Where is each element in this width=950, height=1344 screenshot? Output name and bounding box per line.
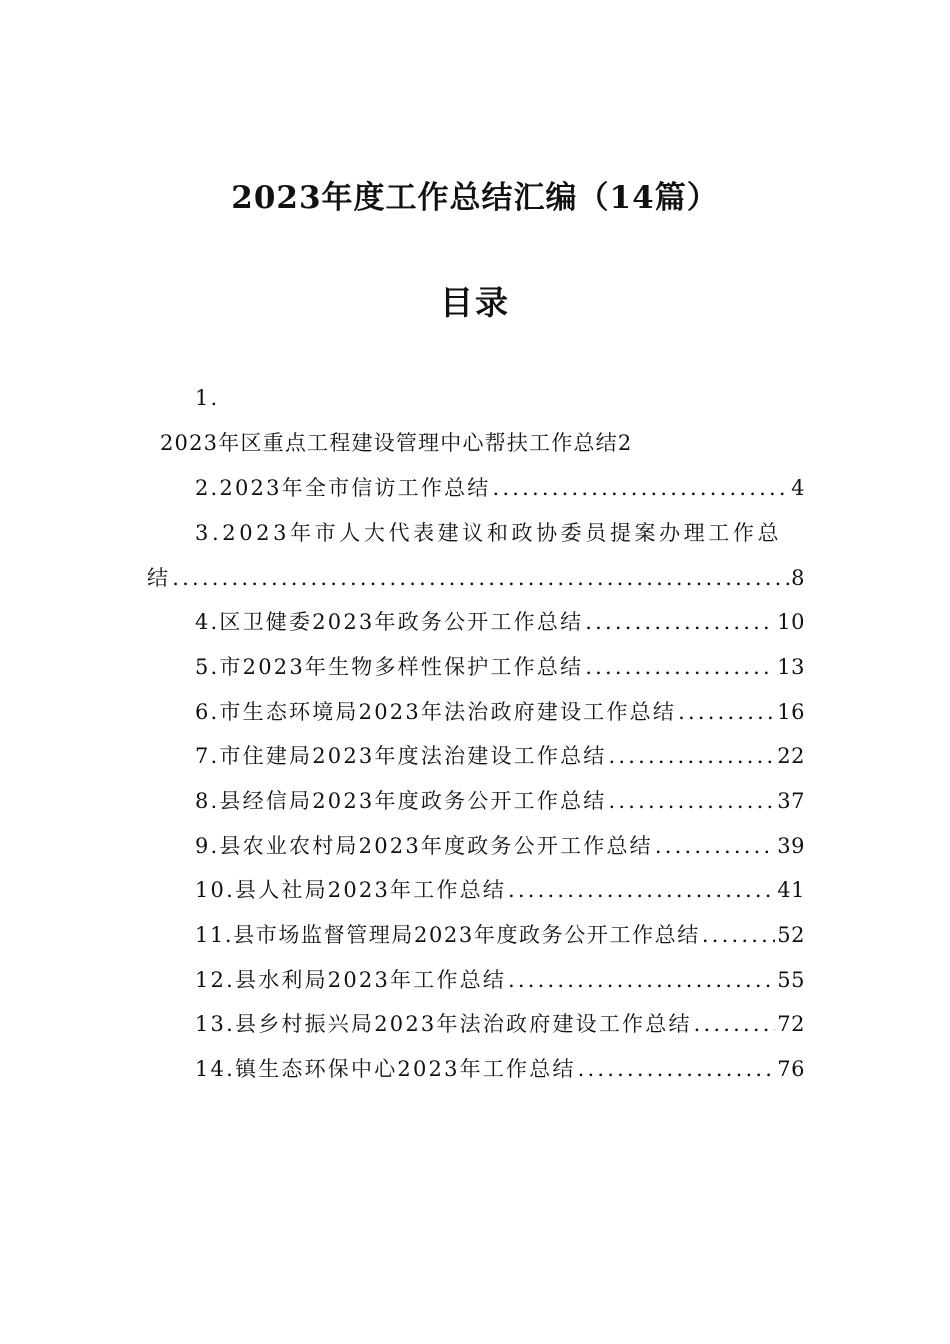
toc-item-label: 5.市2023年生物多样性保护工作总结: [195, 655, 584, 679]
toc-leader-dots: [508, 965, 775, 995]
toc-page-number: 4: [791, 476, 805, 500]
toc-leader-dots: [508, 875, 775, 905]
toc-page-number: 13: [777, 655, 805, 679]
toc-item-11[interactable]: [195, 920, 805, 950]
toc-item-14[interactable]: [195, 1054, 805, 1084]
toc-page-number: 55: [777, 968, 805, 992]
toc-leader-dots: [172, 563, 789, 593]
toc-item-label: 4.区卫健委2023年政务公开工作总结: [195, 610, 584, 634]
toc-item-7[interactable]: [195, 741, 805, 771]
toc-item-label: 6.市生态环境局2023年法治政府建设工作总结: [195, 700, 677, 724]
toc-item-label: 7.市住建局2023年度法治建设工作总结: [195, 744, 607, 768]
toc-page-number: 76: [777, 1057, 805, 1081]
toc-item-1-text[interactable]: 2023年区重点工程建设管理中心帮扶工作总结2: [160, 431, 633, 455]
toc-page-number: 52: [777, 923, 805, 947]
toc-item-label: 结: [147, 566, 171, 590]
toc-leader-dots: [585, 607, 775, 637]
toc-leader-dots: [608, 786, 775, 816]
toc-page-number: 22: [777, 744, 805, 768]
toc-item-label: 14.镇生态环保中心2023年工作总结: [195, 1057, 576, 1081]
toc-item-label: 9.县农业农村局2023年度政务公开工作总结: [195, 834, 653, 858]
toc-item-label: 8.县经信局2023年度政务公开工作总结: [195, 789, 607, 813]
toc-item-12[interactable]: [195, 965, 805, 995]
toc-page-number: 37: [777, 789, 805, 813]
toc-item-label: 10.县人社局2023年工作总结: [195, 878, 507, 902]
toc-leader-dots: [608, 741, 775, 771]
toc-leader-dots: [578, 1054, 776, 1084]
toc-item-9[interactable]: [195, 831, 805, 861]
toc-page-number: 10: [777, 610, 805, 634]
toc-page-number: 72: [777, 1012, 805, 1036]
toc-item-10[interactable]: [195, 875, 805, 905]
toc-leader-dots: [702, 920, 775, 950]
toc-item-2[interactable]: [195, 473, 805, 503]
toc-item-label: 11.县市场监督管理局2023年度政务公开工作总结: [195, 923, 700, 947]
toc-leader-dots: [694, 1009, 776, 1039]
toc-item-4[interactable]: [195, 607, 805, 637]
toc-leader-dots: [655, 831, 775, 861]
toc-heading: 目录: [440, 283, 510, 322]
toc-page-number: 41: [777, 878, 805, 902]
toc-leader-dots: [492, 473, 789, 503]
toc-item-3[interactable]: [147, 563, 805, 593]
document-title: 2023年度工作总结汇编（14篇）: [231, 180, 719, 216]
toc-page-number: 8: [791, 566, 805, 590]
toc-item-13[interactable]: [195, 1009, 805, 1039]
toc-item-label: 12.县水利局2023年工作总结: [195, 968, 507, 992]
toc-item-label: 13.县乡村振兴局2023年法治政府建设工作总结: [195, 1012, 692, 1036]
toc-item-3-label-line1[interactable]: 3.2023年市人大代表建议和政协委员提案办理工作总: [195, 521, 783, 545]
toc-item-label: 2.2023年全市信访工作总结: [195, 476, 491, 500]
toc-item-5[interactable]: [195, 652, 805, 682]
toc-leader-dots: [585, 652, 775, 682]
toc-item-8[interactable]: [195, 786, 805, 816]
toc-item-6[interactable]: [195, 697, 805, 727]
toc-page-number: 39: [777, 834, 805, 858]
toc-page-number: 16: [777, 700, 805, 724]
toc-leader-dots: [678, 697, 775, 727]
toc-item-1-number: 1.: [195, 386, 220, 410]
